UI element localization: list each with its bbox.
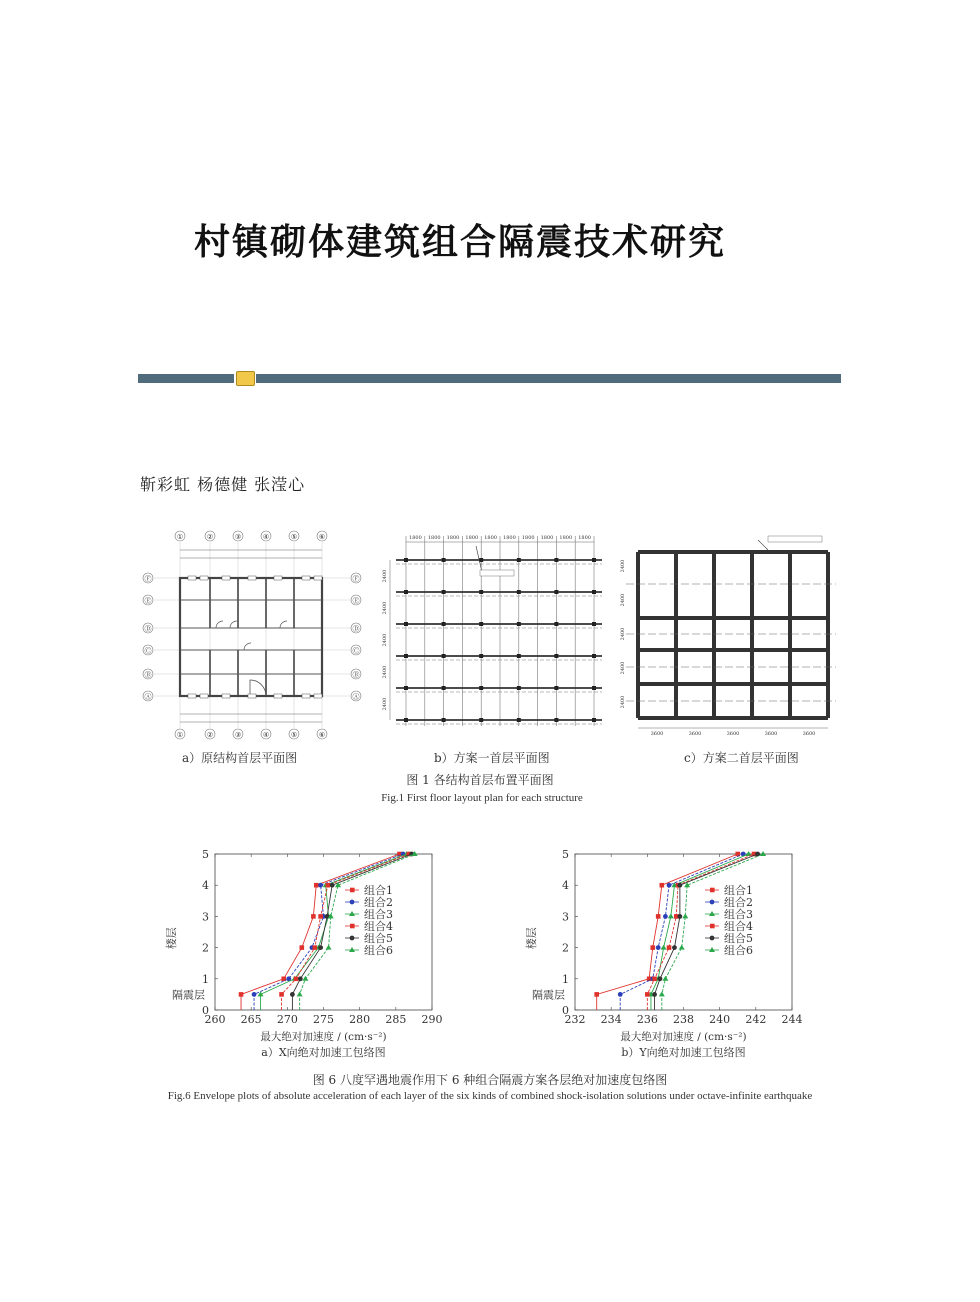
dimension-label: 3600 (764, 731, 778, 737)
data-point (662, 976, 668, 981)
authors: 靳彩虹 杨德健 张滢心 (140, 475, 306, 494)
x-axis-label: 最大绝对加速度 / (cm·s⁻²) (620, 1031, 747, 1043)
grid-axis-label: ④ (262, 533, 270, 541)
chart-title: a）X向绝对加速工包络图 (261, 1046, 386, 1059)
dimension-label: 1800 (521, 535, 535, 541)
x-tick-label: 242 (745, 1013, 767, 1026)
data-point (313, 945, 318, 950)
data-point (279, 992, 284, 997)
isolation-bearing (404, 622, 408, 626)
x-tick-label: 236 (636, 1013, 658, 1026)
isolation-bearing (517, 558, 521, 562)
data-point (326, 883, 331, 888)
x-tick-label: 232 (564, 1013, 586, 1026)
legend-marker (710, 924, 715, 929)
fig1-caption-en: Fig.1 First floor layout plan for each structure (381, 792, 583, 804)
isolation-bearing (442, 718, 446, 722)
isolation-bearing (404, 718, 408, 722)
annotation-box (768, 536, 822, 542)
data-point (660, 883, 665, 888)
legend-marker (350, 900, 355, 905)
grid-axis-label: ⑥ (318, 731, 326, 739)
isolation-bearing (592, 718, 596, 722)
window (222, 576, 230, 580)
grid-axis-label: ② (206, 533, 214, 541)
x-tick-label: 260 (204, 1013, 226, 1026)
legend-label: 组合3 (364, 908, 393, 921)
door-swing (244, 643, 251, 650)
y-tick-label: 0 (202, 1004, 209, 1017)
plan-a-original (142, 528, 364, 743)
y-tick-label: 1 (202, 972, 209, 986)
isolation-bearing (554, 718, 558, 722)
legend-marker (710, 888, 715, 893)
dimension-label: 1800 (540, 535, 554, 541)
grid-axis-label: ③ (234, 731, 242, 739)
isolation-bearing (517, 622, 521, 626)
dimension-label: 2400 (382, 697, 388, 711)
title-divider-right (256, 374, 841, 383)
data-point (290, 992, 295, 997)
dimension-label: 1800 (427, 535, 441, 541)
grid-axis-label: Ⓐ (144, 693, 152, 701)
fig6-caption-en: Fig.6 Envelope plots of absolute acceleration of each layer of the six kinds of combined shock-isolation solutions under octave-infinite earthquake (167, 1090, 813, 1102)
plan-c-scheme-two (618, 532, 844, 742)
y-tick-label: 2 (562, 941, 569, 955)
window (200, 576, 208, 580)
data-point (667, 945, 672, 950)
data-point (311, 914, 316, 919)
dimension-label: 2400 (620, 695, 626, 709)
y-tick-label: 4 (202, 879, 209, 893)
y-tick-label: 3 (202, 910, 209, 924)
grid-axis-label: ① (176, 731, 184, 739)
isolation-bearing (442, 590, 446, 594)
window (248, 576, 256, 580)
legend-label: 组合2 (724, 896, 753, 909)
data-point (318, 914, 323, 919)
legend-marker (710, 936, 715, 941)
isolation-bearing (404, 590, 408, 594)
data-point (668, 913, 674, 918)
data-point (330, 883, 335, 888)
grid-axis-label: Ⓕ (352, 575, 360, 583)
annotation-leader (758, 540, 768, 550)
envelope-icon (236, 371, 255, 386)
data-point (298, 976, 303, 981)
legend-marker (349, 911, 355, 916)
isolation-bearing (479, 718, 483, 722)
data-point (661, 945, 667, 950)
data-point (650, 945, 655, 950)
isolation-bearing (554, 558, 558, 562)
fig1-sub-b: b）方案一首层平面图 (434, 751, 550, 765)
data-point (594, 992, 599, 997)
data-point (663, 914, 668, 919)
data-point (677, 883, 682, 888)
dimension-label: 1800 (446, 535, 460, 541)
isolation-bearing (479, 686, 483, 690)
x-tick-label: 280 (349, 1013, 371, 1026)
x-axis-label: 最大绝对加速度 / (cm·s⁻²) (260, 1031, 387, 1043)
data-point (318, 945, 323, 950)
isolation-bearing (592, 654, 596, 658)
chart-y-direction (520, 842, 803, 1068)
data-point (656, 945, 661, 950)
isolation-bearing (442, 622, 446, 626)
data-point (252, 992, 257, 997)
y-axis-label: 楼层 (525, 927, 538, 950)
legend-marker (349, 947, 355, 952)
dimension-label: 2400 (620, 559, 626, 573)
y-tick-label: 0 (562, 1004, 569, 1017)
dimension-label: 1800 (465, 535, 479, 541)
isolation-bearing (517, 718, 521, 722)
x-tick-label: 270 (276, 1013, 298, 1026)
grid-axis-label: Ⓒ (352, 647, 360, 655)
data-point (656, 914, 661, 919)
data-point (302, 976, 308, 981)
legend-label: 组合5 (364, 932, 393, 945)
x-tick-label: 240 (709, 1013, 731, 1026)
fig1-sub-c: c）方案二首层平面图 (684, 751, 799, 765)
legend-label: 组合6 (364, 944, 393, 957)
grid-axis-label: Ⓕ (144, 575, 152, 583)
grid-axis-label: Ⓒ (144, 647, 152, 655)
isolation-bearing (404, 686, 408, 690)
window (188, 576, 196, 580)
data-point (297, 991, 303, 996)
isolation-bearing (404, 654, 408, 658)
legend-marker (350, 888, 355, 893)
legend-marker (350, 936, 355, 941)
window (200, 694, 208, 698)
isolation-bearing (554, 686, 558, 690)
chart-x-direction (160, 842, 443, 1068)
legend-marker (709, 947, 715, 952)
data-point (667, 883, 672, 888)
isolation-bearing (479, 654, 483, 658)
data-point (652, 977, 657, 982)
grid-axis-label: Ⓔ (352, 597, 360, 605)
x-tick-label: 285 (385, 1013, 407, 1026)
isolation-bearing (592, 686, 596, 690)
y-tick-label: 5 (562, 848, 569, 861)
x-tick-label: 244 (781, 1013, 803, 1026)
data-point (618, 992, 623, 997)
grid-axis-label: ④ (262, 731, 270, 739)
legend-label: 组合4 (364, 920, 393, 933)
isolation-layer-label: 隔震层 (172, 988, 205, 1002)
data-point (294, 977, 299, 982)
fig1-sub-a: a）原结构首层平面图 (182, 751, 298, 765)
window (248, 694, 256, 698)
data-point (239, 992, 244, 997)
data-point (318, 883, 323, 888)
dimension-label: 2400 (382, 601, 388, 615)
dimension-label: 1800 (578, 535, 591, 541)
isolation-bearing (592, 558, 596, 562)
window (314, 694, 322, 698)
data-point (672, 945, 677, 950)
grid-axis-label: ⑥ (318, 533, 326, 541)
legend-marker (710, 900, 715, 905)
grid-axis-label: ⑤ (290, 533, 298, 541)
data-point (645, 992, 650, 997)
window (314, 576, 322, 580)
x-tick-label: 290 (421, 1013, 443, 1026)
dimension-label: 1800 (559, 535, 573, 541)
window (222, 694, 230, 698)
chart-title: b）Y向绝对加速工包络图 (621, 1046, 746, 1059)
grid-axis-label: ⑤ (290, 731, 298, 739)
grid-axis-label: Ⓐ (352, 693, 360, 701)
x-tick-label: 265 (240, 1013, 262, 1026)
isolation-bearing (517, 686, 521, 690)
document-title: 村镇砌体建筑组合隔震技术研究 (193, 221, 726, 263)
data-point (659, 991, 665, 996)
x-tick-label: 275 (313, 1013, 334, 1026)
window (274, 694, 282, 698)
legend-label: 组合5 (724, 932, 753, 945)
y-axis-label: 楼层 (165, 927, 178, 950)
isolation-bearing (479, 622, 483, 626)
isolation-bearing (479, 590, 483, 594)
dimension-label: 3600 (726, 731, 740, 737)
series-line (300, 854, 415, 1010)
dimension-label: 1800 (484, 535, 497, 541)
data-point (682, 913, 688, 918)
grid-axis-label: ③ (234, 533, 242, 541)
dimension-label: 2400 (620, 627, 626, 641)
dimension-label: 3600 (688, 731, 702, 737)
legend-marker (709, 911, 715, 916)
data-point (652, 992, 657, 997)
isolation-bearing (554, 654, 558, 658)
window (274, 576, 282, 580)
fig6-caption-cn: 图 6 八度罕遇地震作用下 6 种组合隔震方案各层绝对加速度包络图 (312, 1073, 668, 1087)
grid-axis-label: ② (206, 731, 214, 739)
legend-label: 组合2 (364, 896, 393, 909)
legend-label: 组合1 (724, 884, 753, 897)
window (188, 694, 196, 698)
isolation-bearing (442, 558, 446, 562)
dimension-label: 3600 (650, 731, 664, 737)
dimension-label: 2400 (620, 661, 626, 675)
grid-axis-label: Ⓓ (144, 625, 152, 633)
legend-marker (350, 924, 355, 929)
door-swing (230, 621, 237, 628)
x-tick-label: 234 (600, 1013, 622, 1026)
annotation-box (480, 570, 514, 576)
exterior-wall (180, 578, 322, 696)
dimension-label: 3600 (802, 731, 816, 737)
door-swing (280, 621, 287, 628)
legend-label: 组合1 (364, 884, 393, 897)
isolation-layer-label: 隔震层 (532, 988, 565, 1002)
x-tick-label: 238 (673, 1013, 694, 1026)
y-tick-label: 3 (562, 910, 569, 924)
y-tick-label: 5 (202, 848, 209, 861)
legend-label: 组合4 (724, 920, 753, 933)
legend-label: 组合3 (724, 908, 753, 921)
y-tick-label: 4 (562, 879, 569, 893)
data-point (658, 976, 663, 981)
dimension-label: 2400 (620, 593, 626, 607)
series-line (292, 854, 411, 1010)
data-point (300, 945, 305, 950)
isolation-bearing (554, 622, 558, 626)
window (302, 694, 310, 698)
isolation-bearing (592, 622, 596, 626)
grid-axis-label: Ⓑ (144, 671, 152, 679)
door-swing (250, 680, 266, 696)
isolation-bearing (517, 590, 521, 594)
dimension-label: 2400 (382, 633, 388, 647)
grid-axis-label: Ⓑ (352, 671, 360, 679)
dimension-label: 2400 (382, 569, 388, 583)
window (302, 576, 310, 580)
y-tick-label: 1 (562, 972, 569, 986)
data-point (679, 945, 685, 950)
data-point (314, 883, 319, 888)
isolation-bearing (517, 654, 521, 658)
y-tick-label: 2 (202, 941, 209, 955)
fig1-caption-cn: 图 1 各结构首层布置平面图 (406, 773, 554, 787)
isolation-bearing (404, 558, 408, 562)
isolation-bearing (442, 686, 446, 690)
data-point (760, 851, 766, 856)
dimension-label: 1800 (409, 535, 422, 541)
isolation-bearing (592, 590, 596, 594)
dimension-label: 2400 (382, 665, 388, 679)
isolation-bearing (554, 590, 558, 594)
title-divider-left (138, 374, 234, 383)
grid-axis-label: ① (176, 533, 184, 541)
legend-label: 组合6 (724, 944, 753, 957)
grid-axis-label: Ⓓ (352, 625, 360, 633)
isolation-bearing (442, 654, 446, 658)
door-swing (216, 621, 223, 628)
data-point (326, 945, 332, 950)
dimension-label: 1800 (503, 535, 516, 541)
grid-axis-label: Ⓔ (144, 597, 152, 605)
data-point (677, 914, 682, 919)
plan-b-scheme-one (376, 528, 604, 733)
